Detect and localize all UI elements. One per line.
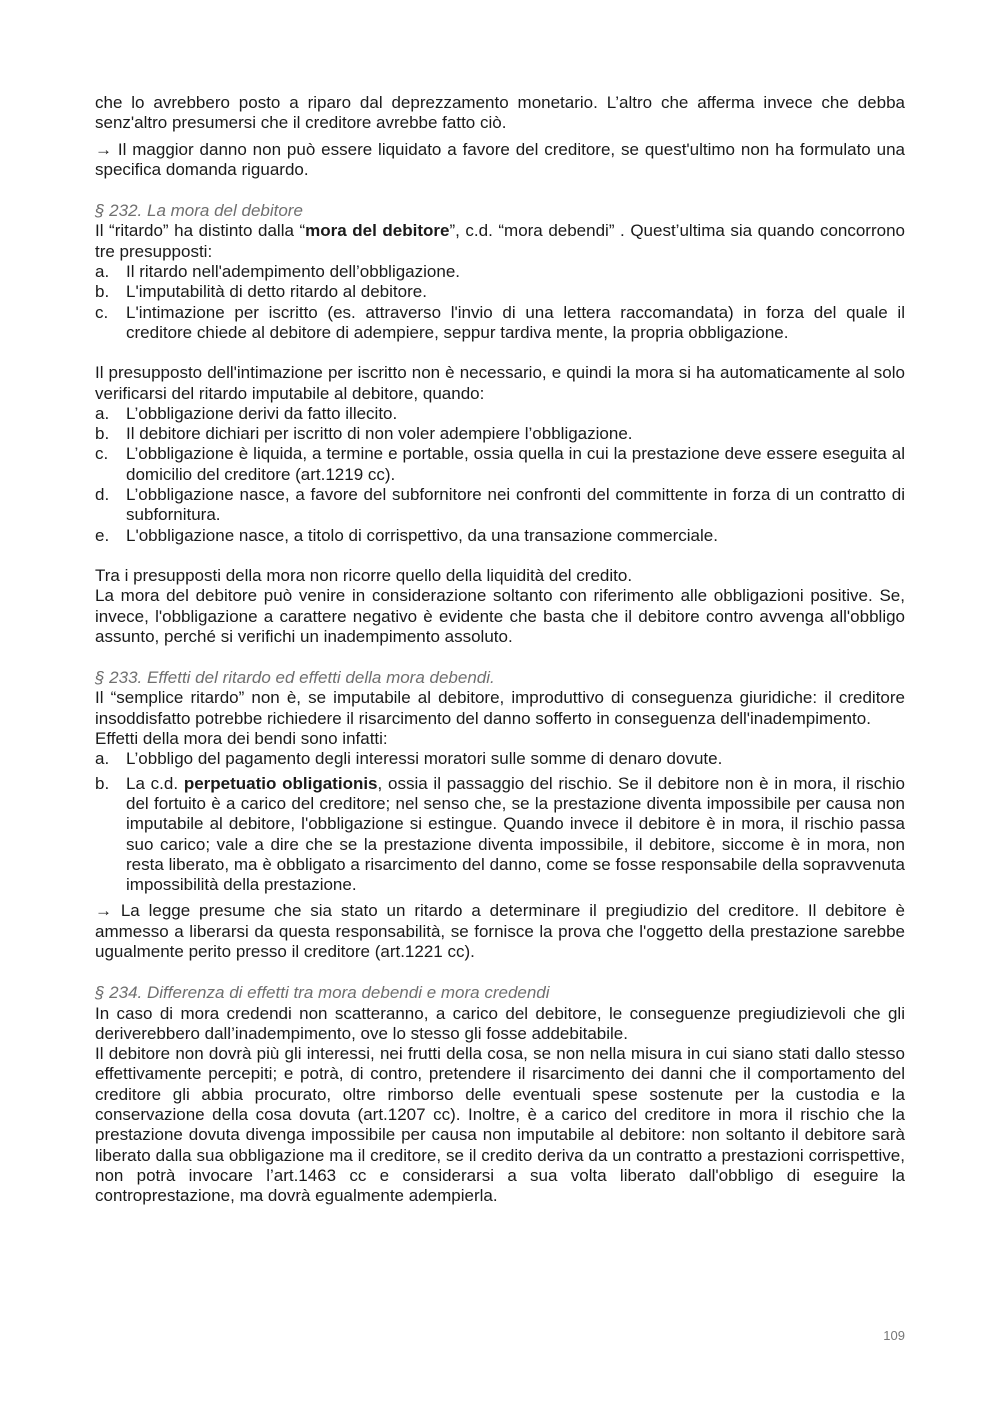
s232-list-2 <box>95 404 905 546</box>
s233-paragraph-2: Effetti della mora dei bendi sono infatti: <box>95 729 388 749</box>
list-item: a. L’obbligo del pagamento degli interessi moratori sulle somme di denaro dovute. <box>95 749 723 769</box>
list-marker: a. <box>95 403 110 423</box>
list-marker: b. <box>95 282 110 302</box>
list-marker: a. <box>95 262 110 282</box>
page-content <box>95 93 905 1207</box>
intro-note: → Il maggior danno non può essere liquidato a favore del creditore, se quest'ultimo non ha formulato una specifica domanda riguardo. <box>95 139 905 179</box>
s232-paragraph-4: La mora del debitore può venire in considerazione soltanto con riferimento alle obbligazioni positive. Se, invece, l'obbligazione a carattere negativo è evidente che basta che il debitore contro avvenga all'obbligo assunto, perché si verifichi un inadempimento assoluto. <box>95 586 905 646</box>
list-item: c. L’obbligazione è liquida, a termine e portable, ossia quella in cui la prestazione deve essere eseguita al domicilio del creditore (art.1219 cc). <box>95 444 905 484</box>
s234-paragraph-2: Il debitore non dovrà più gli interessi, nei frutti della cosa, se non nella misura in cui siano stati dallo stesso effettivamente percepiti; e potrà, di contro, pretendere il risarcimento dei danni che il comportamento del creditore gli abbia procurato, oltre rimborso delle eventuali spese sostenute per la custodia e la conservazione della cosa dovuta (art.1207 cc). Inoltre, è a carico del creditore in mora il rischio che la prestazione dovuta divenga impossibile per causa non imputabile al debitore: non soltanto il debitore sarà liberato dalla sua obbligazione ma il creditore, se il credito deriva da un contratto a prestazioni corrispettive, non potrà invocare l’art.1463 cc e considerarsi a sua volta liberato dall'obbligo di eseguire la controprestazione, ma dovrà egualmente adempierla. <box>95 1044 905 1206</box>
s232-paragraph-1: Il “ritardo” ha distinto dalla “mora del debitore”, c.d. “mora debendi” . Quest’ultima sia quando concorrono tre presupposti: <box>95 221 905 261</box>
s233-note: → La legge presume che sia stato un ritardo a determinare il pregiudizio del creditore. Il debitore è ammesso a liberarsi da questa responsabilità, se fornisce la prova che l'oggetto della prestazione sarebbe ugualmente perito presso il creditore (art.1221 cc). <box>95 901 905 961</box>
list-item: b. L'imputabilità di detto ritardo al debitore. <box>95 282 427 302</box>
intro-paragraph: che lo avrebbero posto a riparo dal deprezzamento monetario. L’altro che afferma invece che debba senz'altro presumersi che il creditore avrebbe fatto ciò. <box>95 93 905 133</box>
list-marker: d. <box>95 485 110 505</box>
list-item: b. La c.d. perpetuatio obligationis, ossia il passaggio del rischio. Se il debitore non è in mora, il rischio del fortuito è a carico del creditore; nel senso che, se la prestazione diventa impossibile per causa non imputabile al debitore, l'obbligazione si estingue. Quando invece il debitore è in mora, il rischio passa suo carico; vale a dire che se la prestazione diventa impossibile, il debitore, siccome è in mora, non resta liberato, ma è obbligato a risarcimento del danno, come se fosse responsabile della sopravvenuta impossibilità della prestazione. <box>95 773 905 895</box>
page-number: 109 <box>883 1328 905 1343</box>
list-marker: c. <box>95 444 109 464</box>
s232-list-1 <box>95 262 905 343</box>
bold-term: mora del debitore <box>305 221 450 241</box>
list-item: c. L'intimazione per iscritto (es. attraverso l'invio di una lettera raccomandata) in forza del quale il creditore chiede al debitore di adempiere, seppur tardiva mente, la propria obbligazione. <box>95 302 905 342</box>
list-marker: b. <box>95 424 110 444</box>
section-heading-234: § 234. Differenza di effetti tra mora debendi e mora credendi <box>95 983 550 1003</box>
list-marker: b. <box>95 773 110 793</box>
list-item: b. Il debitore dichiari per iscritto di non voler adempiere l’obbligazione. <box>95 424 633 444</box>
section-heading-232: § 232. La mora del debitore <box>95 201 303 221</box>
list-marker: e. <box>95 525 110 545</box>
s234-paragraph-1: In caso di mora credendi non scatteranno, a carico del debitore, le conseguenze pregiudizievoli che gli deriverebbero dall’inadempimento, ove lo stesso gli fosse addebitabile. <box>95 1003 905 1043</box>
list-item: e. L'obbligazione nasce, a titolo di corrispettivo, da una transazione commerciale. <box>95 525 718 545</box>
list-item: a. L’obbligazione derivi da fatto illecito. <box>95 403 398 423</box>
bold-term: perpetuatio obligationis <box>183 773 378 793</box>
s233-paragraph-1: Il “semplice ritardo” non è, se imputabile al debitore, improduttivo di conseguenza giuridiche: il creditore insoddisfatto potrebbe richiedere il risarcimento del danno sofferto in conseguenza dell'inadempimento. <box>95 688 905 728</box>
section-heading-233: § 233. Effetti del ritardo ed effetti della mora debendi. <box>95 668 495 688</box>
list-item: a. Il ritardo nell'adempimento dell’obbligazione. <box>95 262 460 282</box>
list-item: d. L’obbligazione nasce, a favore del subfornitore nei confronti del committente in forza di un contratto di subfornitura. <box>95 485 905 525</box>
s232-paragraph-3: Tra i presupposti della mora non ricorre quello della liquidità del credito. <box>95 565 633 585</box>
list-marker: a. <box>95 749 110 769</box>
list-marker: c. <box>95 302 109 322</box>
s232-paragraph-2: Il presupposto dell'intimazione per iscritto non è necessario, e quindi la mora si ha automaticamente al solo verificarsi del ritardo imputabile al debitore, quando: <box>95 363 905 403</box>
s233-list <box>95 749 905 895</box>
